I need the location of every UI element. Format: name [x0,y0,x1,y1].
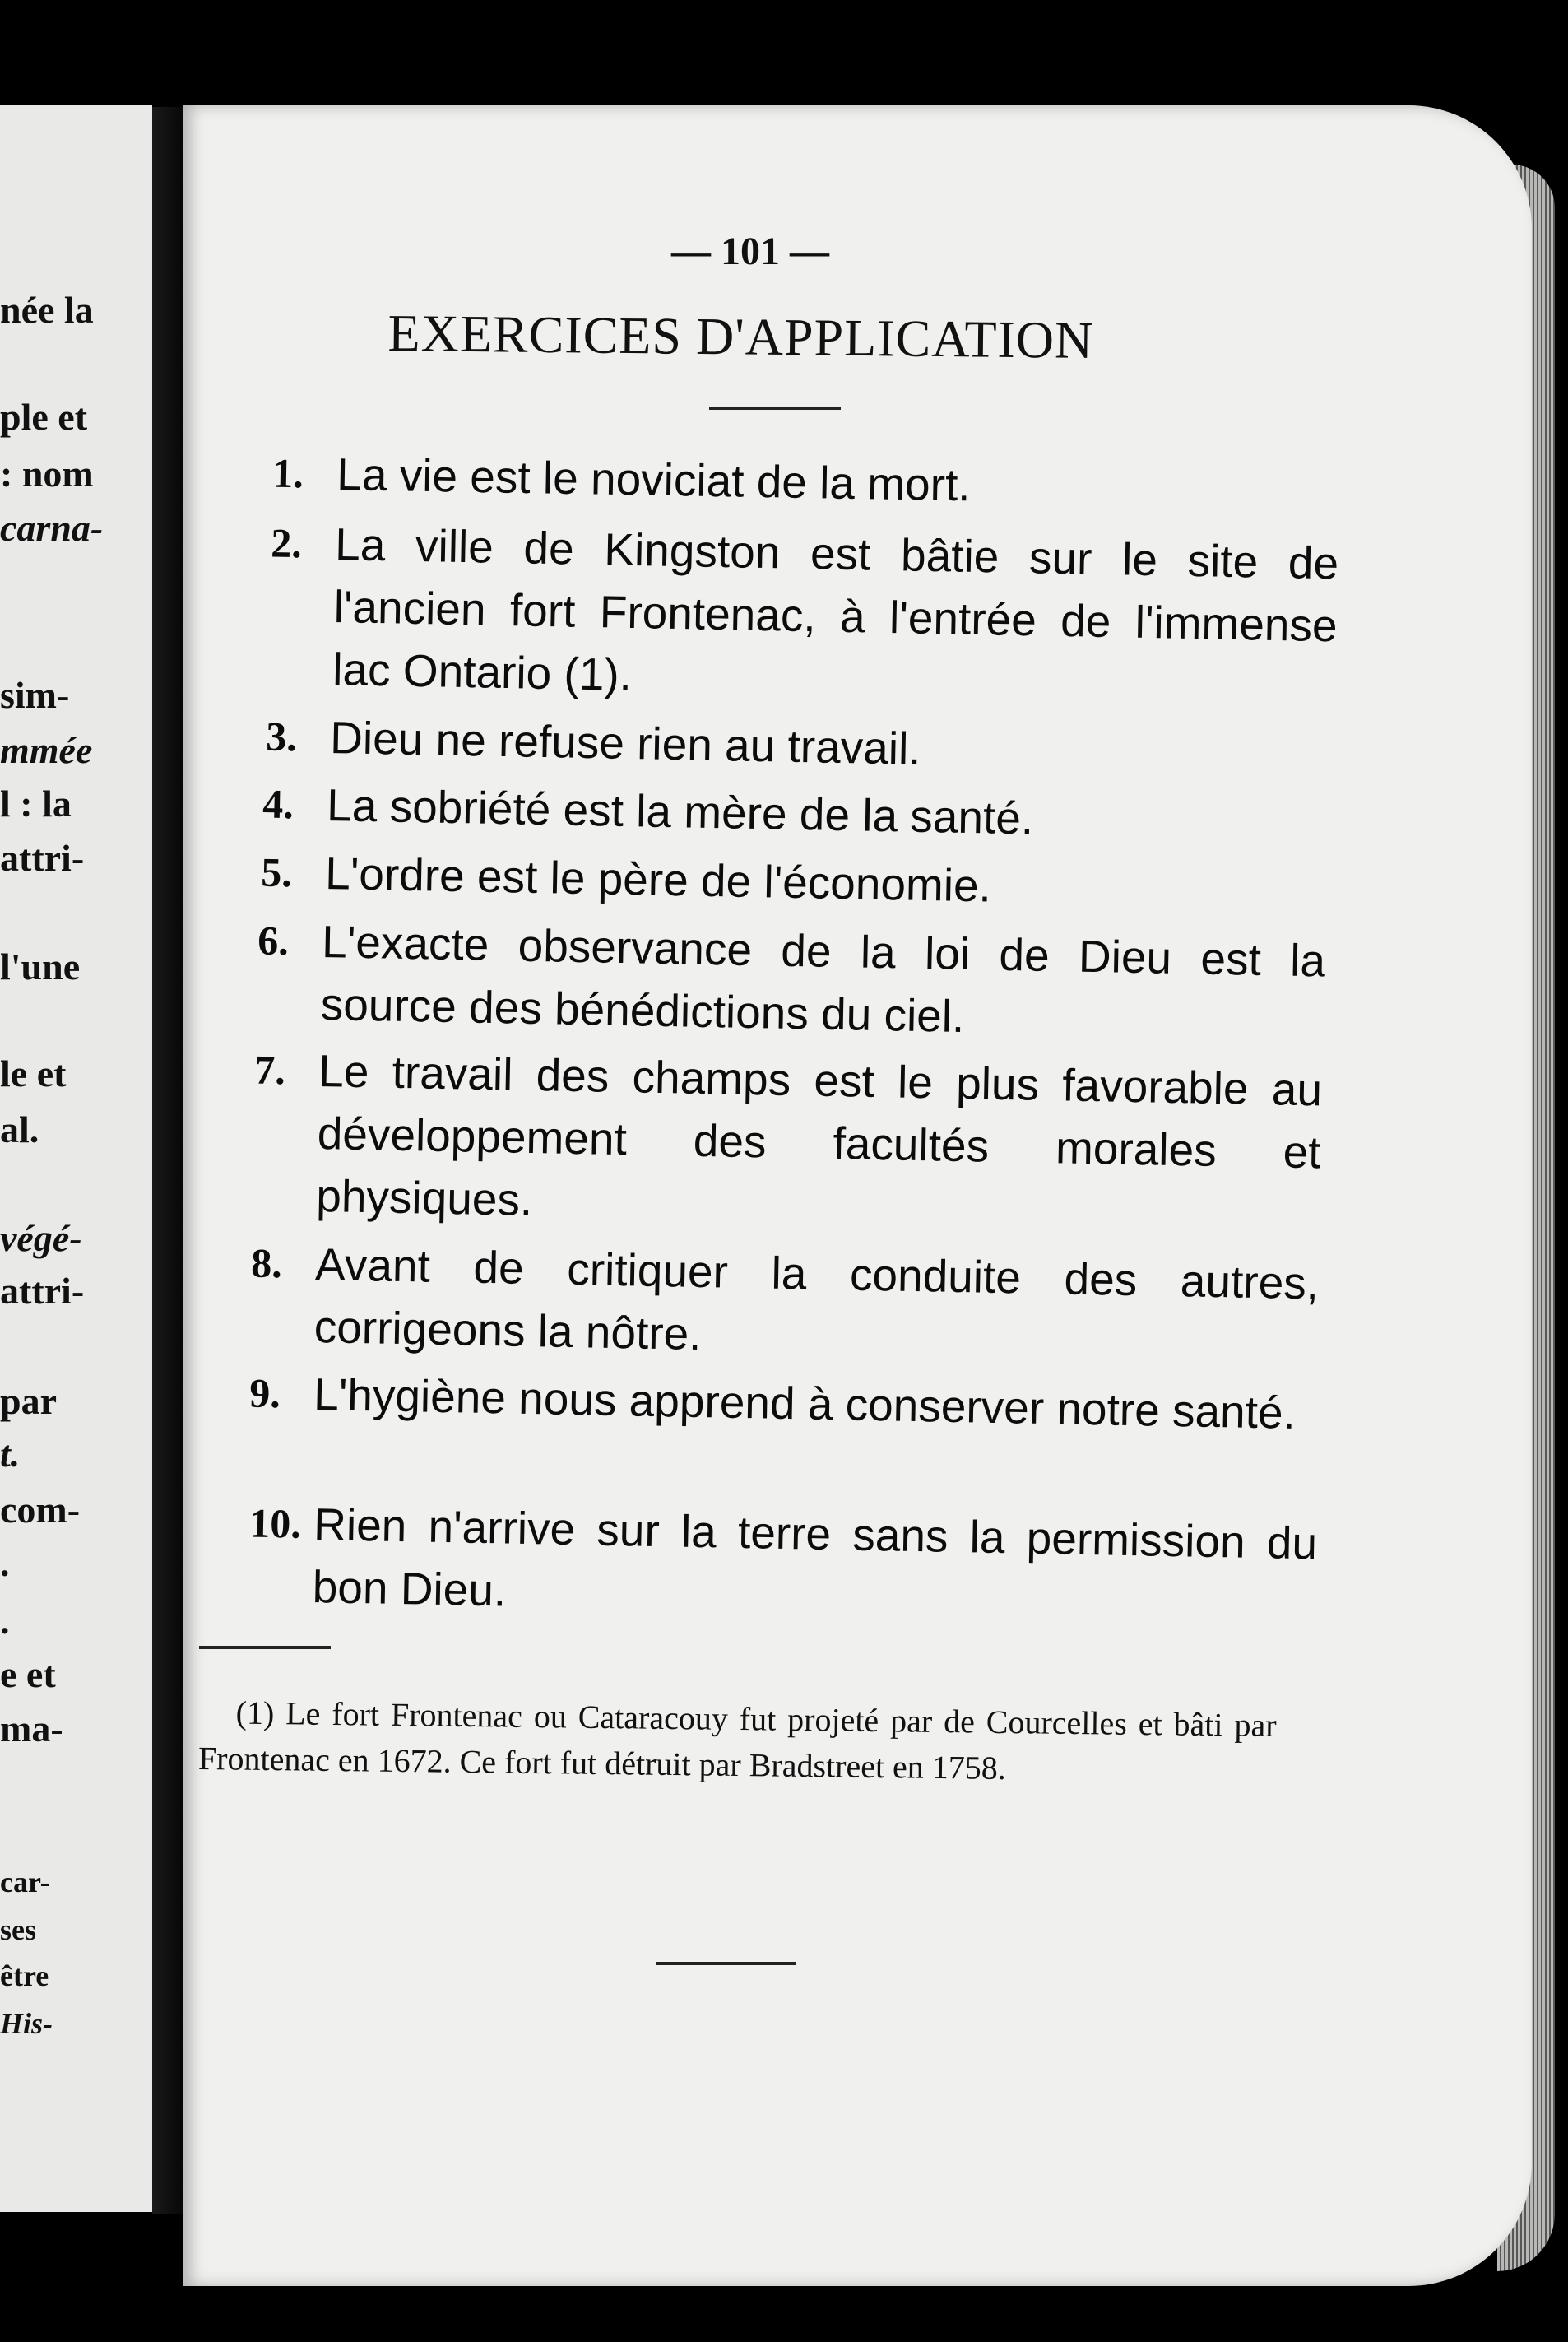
left-page-line: sim- [0,674,70,716]
left-page-line: ma- [0,1708,63,1750]
left-page-line: attri- [0,1270,85,1312]
exercise-number: 5. [260,848,293,896]
exercise-text: Rien n'arrive sur la terre sans la permission du bon Dieu. [312,1498,1318,1616]
exercise-item [260,842,1329,923]
left-page-line: t. [0,1433,21,1475]
exercise-number: 9. [248,1369,281,1417]
left-page-line: mmée [0,729,93,771]
left-page-line: . [0,1600,10,1642]
left-page-line: végé- [0,1217,82,1259]
left-page-line: le et [0,1053,67,1094]
end-divider [656,1962,796,1965]
left-page-line: . [0,1542,10,1584]
exercise-text: La ville de Kingston est bâtie sur le site de l'ancien fort Frontenac, à l'entrée de l'immense lac Ontario (1). [332,518,1339,700]
exercise-number: 1. [271,449,304,497]
left-page-line: com- [0,1489,81,1531]
exercise-text: La sobriété est la mère de la santé. [326,778,1034,844]
left-page-line: ple et [0,396,88,438]
left-page-line: être [0,1959,49,1992]
exercise-number: 8. [250,1239,283,1287]
exercise-text: La vie est le noviciat de la mort. [336,448,972,511]
footnote-divider [199,1646,331,1649]
left-page-line: attri- [0,837,85,879]
exercise-number: 10. [248,1499,302,1547]
book-gutter [152,107,183,2214]
page-title: EXERCICES D'APPLICATION [387,303,1094,369]
exercise-item [257,910,1326,1054]
book-page [183,105,1532,2286]
left-page-line: ses [0,1913,36,1946]
exercise-text: L'exacte observance de la loi de Dieu est la source des bénédictions du ciel. [320,915,1326,1042]
footnote: (1) Le fort Frontenac ou Cataracouy fut projeté par de Courcelles et bâti par Frontenac en 1672. Ce fort fut détruit par Bradstreet en 1758. [197,1694,1277,1787]
left-page-line: e et [0,1653,56,1695]
exercise-number: 7. [253,1046,286,1094]
left-page-line: l'une [0,946,81,987]
left-page-line: carna- [0,507,104,549]
exercise-text: L'hygiène nous apprend à conserver notre santé. [313,1368,1297,1438]
exercise-item [253,1039,1323,1246]
left-page-line: par [0,1380,57,1422]
left-page-line: al. [0,1108,39,1150]
page-number: — 101 — [671,230,829,273]
exercise-item [248,1363,1318,1444]
exercise-text: Avant de critiquer la conduite des autres, corrigeons la nôtre. [313,1238,1320,1360]
left-page-line: l : la [0,783,72,825]
left-page-line: His- [0,2007,53,2040]
exercise-item [250,1233,1320,1377]
exercise-item [265,706,1334,788]
left-page-line: née la [0,289,94,331]
title-divider [709,407,841,410]
previous-page-fragment [0,105,152,2212]
exercise-item [262,774,1331,855]
left-page-line: car- [0,1866,50,1898]
exercise-text: Le travail des champs est le plus favorable au développement des facultés morales et physiques. [315,1044,1323,1226]
exercise-item [248,1493,1318,1637]
exercise-number: 3. [265,713,298,760]
left-page-line: : nom [0,453,94,495]
exercise-number: 6. [257,917,290,964]
exercise-number: 4. [262,780,295,828]
exercise-item [271,443,1341,523]
exercise-item [270,513,1339,719]
exercise-text: L'ordre est le père de l'économie. [324,847,992,912]
exercise-number: 2. [270,519,303,567]
exercise-text: Dieu ne refuse rien au travail. [329,711,922,774]
